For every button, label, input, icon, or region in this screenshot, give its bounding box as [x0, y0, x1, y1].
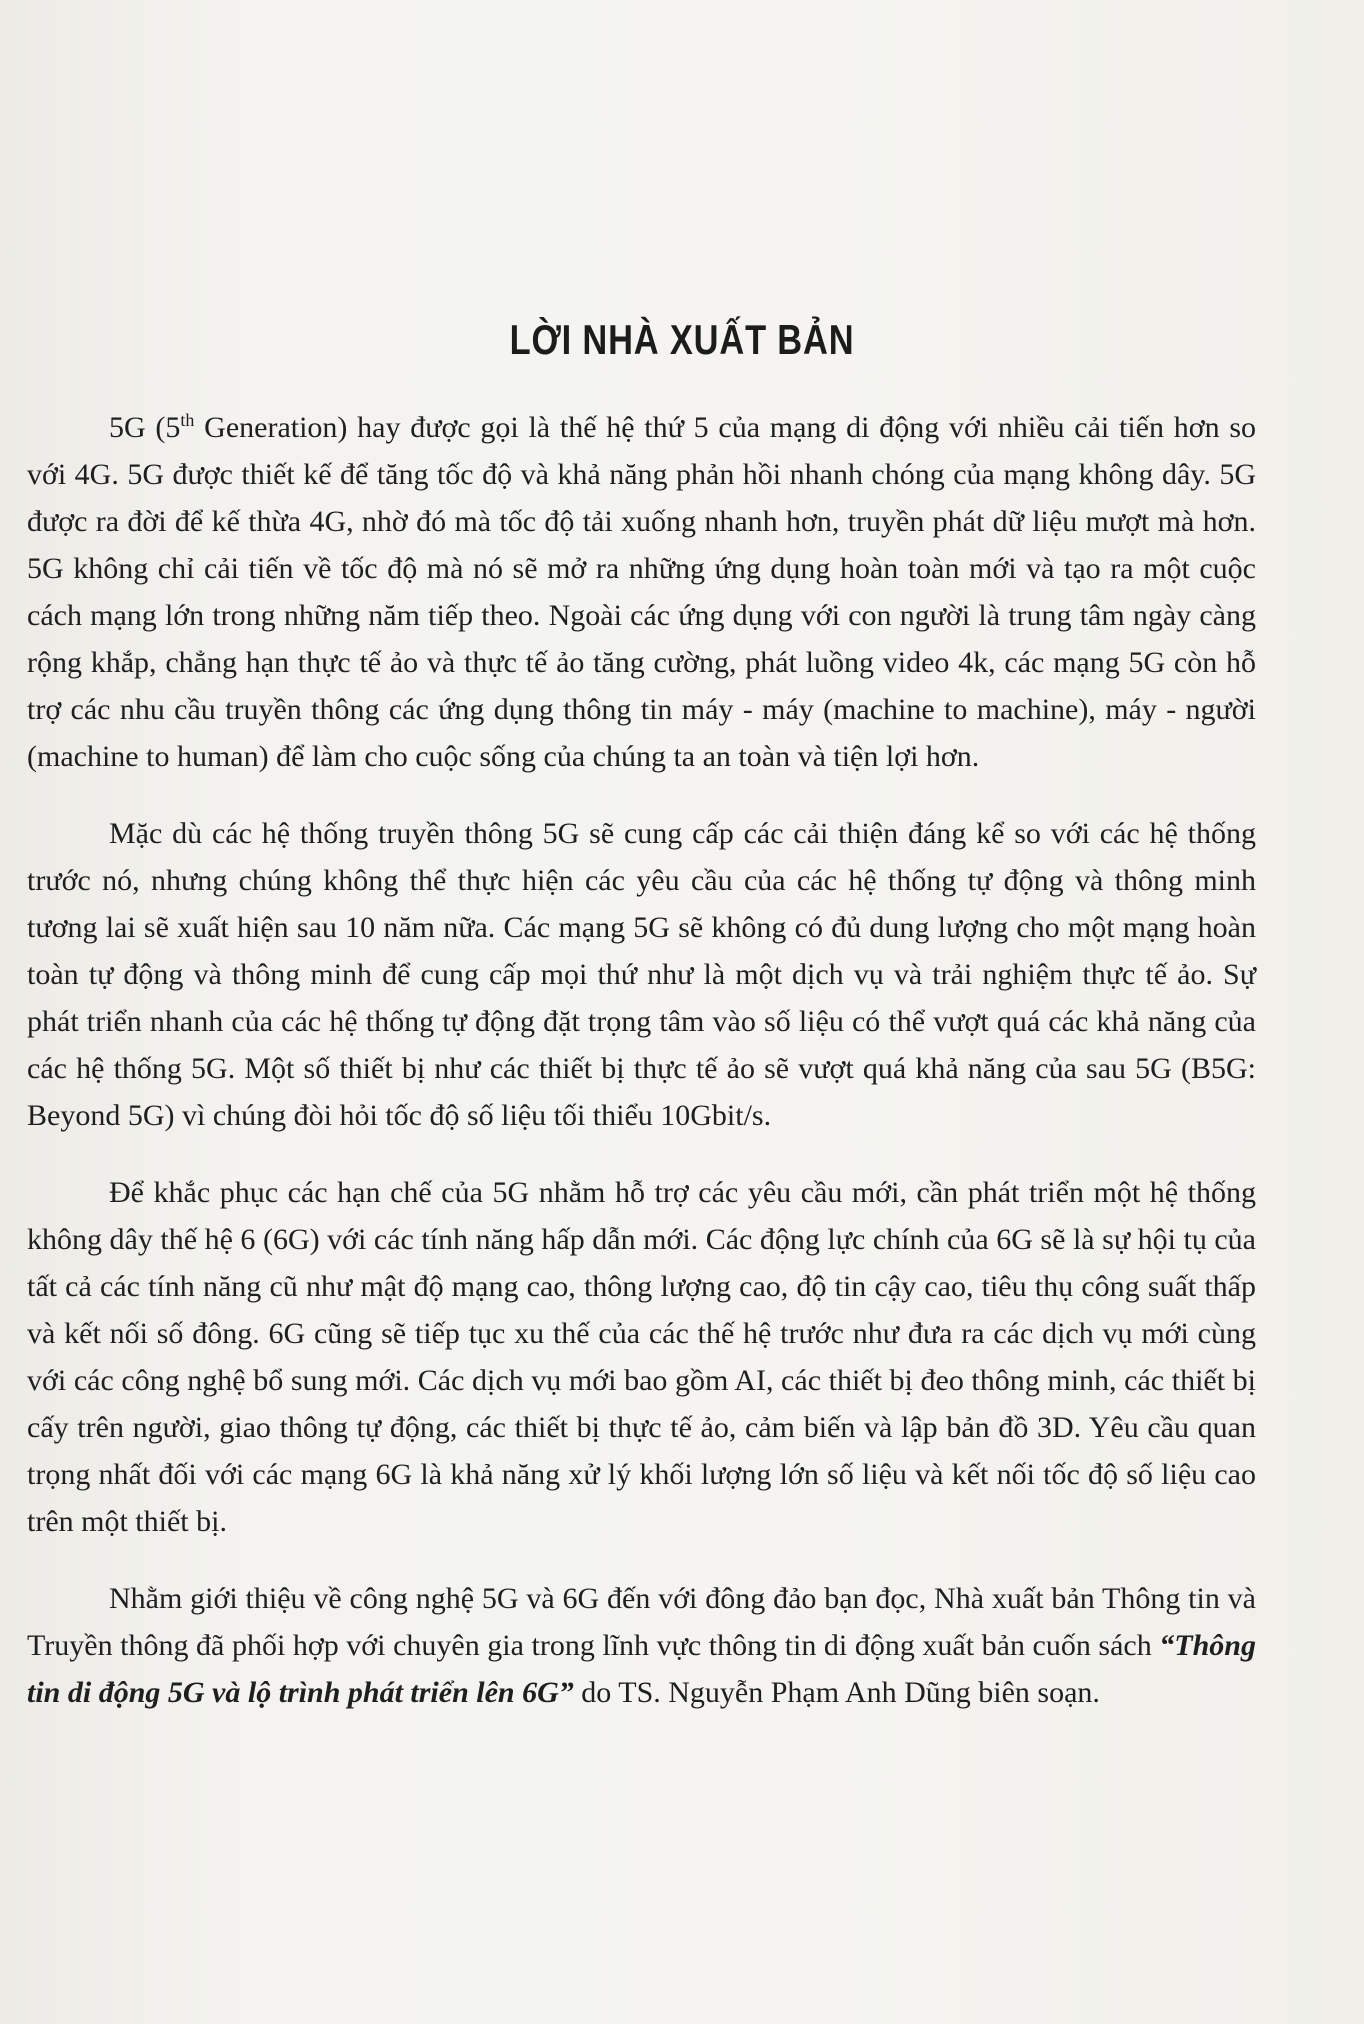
paragraph-4 — [27, 1575, 1256, 1716]
paragraph-1-start: 5G (5 — [109, 411, 181, 444]
paragraph-2: Mặc dù các hệ thống truyền thông 5G sẽ cung cấp các cải thiện đáng kể so với các hệ thống trước nó, nhưng chúng không thể thực hiện các yêu cầu của các hệ thống tự động và thông minh tương lai sẽ xuất hiện sau 10 năm nữa. Các mạng 5G sẽ không có đủ dung lượng cho một mạng hoàn toàn tự động và thông minh để cung cấp mọi thứ như là một dịch vụ và trải nghiệm thực tế ảo. Sự phát triển nhanh của các hệ thống tự động đặt trọng tâm vào số liệu có thể vượt quá các khả năng của các hệ thống 5G. Một số thiết bị như các thiết bị thực tế ảo sẽ vượt quá khả năng của sau 5G (B5G: Beyond 5G) vì chúng đòi hỏi tốc độ số liệu tối thiểu 10Gbit/s. — [27, 817, 1256, 1132]
paragraph-3: Để khắc phục các hạn chế của 5G nhằm hỗ trợ các yêu cầu mới, cần phát triển một hệ thống không dây thế hệ 6 (6G) với các tính năng hấp dẫn mới. Các động lực chính của 6G sẽ là sự hội tụ của tất cả các tính năng cũ như mật độ mạng cao, thông lượng cao, độ tin cậy cao, tiêu thụ công suất thấp và kết nối số đông. 6G cũng sẽ tiếp tục xu thế của các thế hệ trước như đưa ra các dịch vụ mới cùng với các công nghệ bổ sung mới. Các dịch vụ mới bao gồm AI, các thiết bị đeo thông minh, các thiết bị cấy trên người, giao thông tự động, các thiết bị thực tế ảo, cảm biến và lập bản đồ 3D. Yêu cầu quan trọng nhất đối với các mạng 6G là khả năng xử lý khối lượng lớn số liệu và kết nối tốc độ số liệu cao trên một thiết bị. — [27, 1176, 1256, 1538]
paragraph-1 — [27, 404, 1256, 780]
page-title: LỜI NHÀ XUẤT BẢN — [509, 316, 855, 364]
document-body — [27, 404, 1256, 1746]
paragraph-4-end: do TS. Nguyễn Phạm Anh Dũng biên soạn. — [573, 1676, 1100, 1709]
paragraph-1-rest: Generation) hay được gọi là thế hệ thứ 5 của mạng di động với nhiều cải tiến hơn so với 4G. 5G được thiết kế để tăng tốc độ và khả năng phản hồi nhanh chóng của mạng không dây. 5G được ra đời để kế thừa 4G, nhờ đó mà tốc độ tải xuống nhanh hơn, truyền phát dữ liệu mượt mà hơn. 5G không chỉ cải tiến về tốc độ mà nó sẽ mở ra những ứng dụng hoàn toàn mới và tạo ra một cuộc cách mạng lớn trong những năm tiếp theo. Ngoài các ứng dụng với con người là trung tâm ngày càng rộng khắp, chẳng hạn thực tế ảo và thực tế ảo tăng cường, phát luồng video 4k, các mạng 5G còn hỗ trợ các nhu cầu truyền thông các ứng dụng thông tin máy - máy (machine to machine), máy - người (machine to human) để làm cho cuộc sống của chúng ta an toàn và tiện lợi hơn. — [27, 411, 1256, 773]
show-through-background — [0, 180, 1364, 228]
superscript-th: th — [180, 410, 195, 430]
paragraph-4-start: Nhằm giới thiệu về công nghệ 5G và 6G đến với đông đảo bạn đọc, Nhà xuất bản Thông tin và Truyền thông đã phối hợp với chuyên gia trong lĩnh vực thông tin di động xuất bản cuốn sách — [27, 1582, 1256, 1662]
book-title: “Thông tin di động 5G và lộ trình phát triển lên 6G” — [27, 1629, 1256, 1709]
